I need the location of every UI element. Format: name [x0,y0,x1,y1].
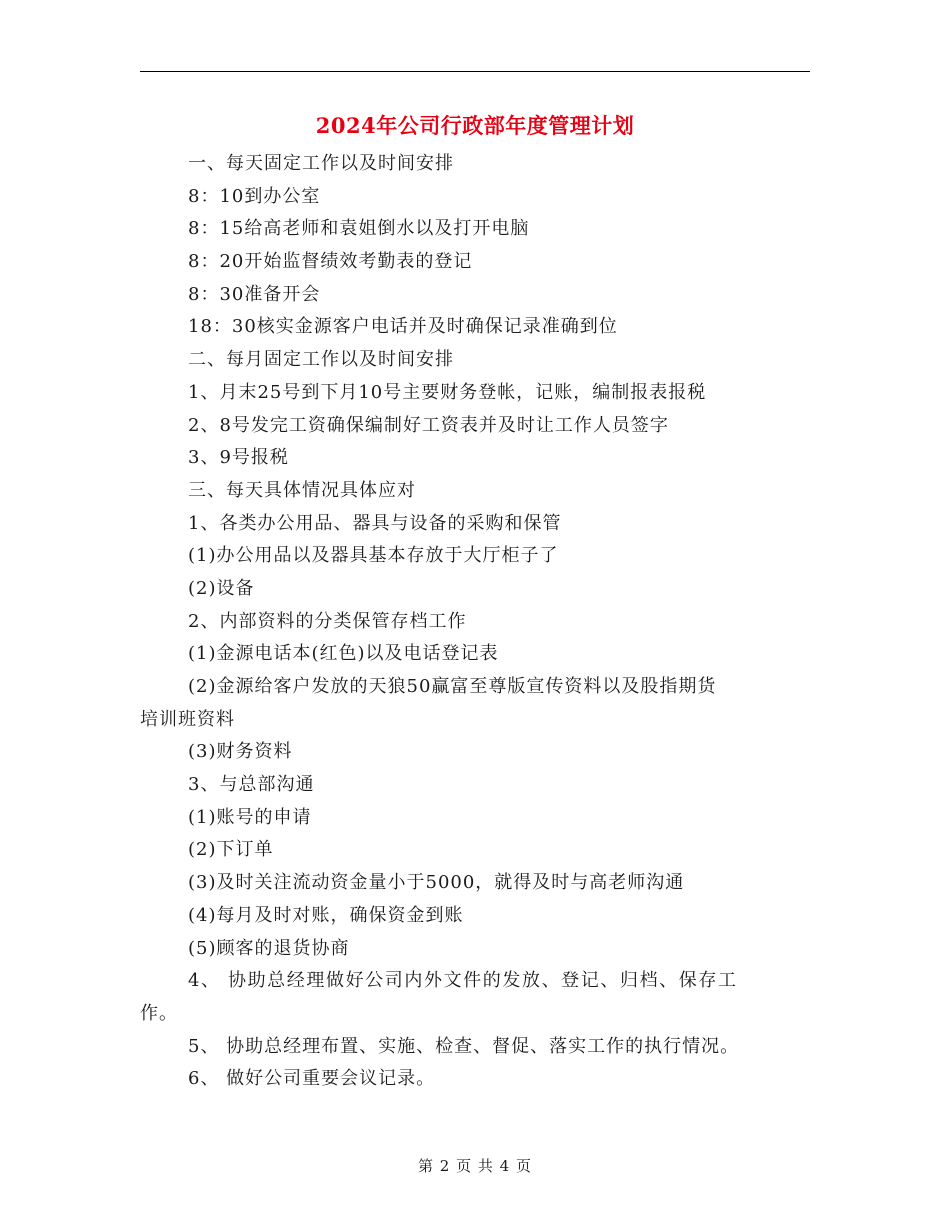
page-number: 第 2 页 共 4 页 [418,1157,532,1175]
section-heading-adhoc: 三、每天具体情况具体应对 [188,479,416,501]
list-item: (2)金源给客户发放的天狼50赢富至尊版宣传资料以及股指期货 [188,676,717,697]
list-item: 4、 协助总经理做好公司内外文件的发放、登记、归档、保存工 [188,970,738,992]
list-item-continuation: 培训班资料 [140,708,235,730]
list-item: (2)下订单 [188,839,274,861]
list-item: 8：15给高老师和袁姐倒水以及打开电脑 [188,218,530,240]
list-item: (3)财务资料 [188,741,293,763]
list-item: (1)金源电话本(红色)以及电话登记表 [188,643,499,665]
list-item: (3)及时关注流动资金量小于5000，就得及时与高老师沟通 [188,872,685,894]
document-title: 2024年公司行政部年度管理计划 [315,113,635,138]
list-item: 6、 做好公司重要会议记录。 [188,1068,436,1090]
list-item: 1、月末25号到下月10号主要财务登帐，记账，编制报表报税 [188,381,707,403]
list-item: (4)每月及时对账，确保资金到账 [188,904,464,926]
list-item: 3、与总部沟通 [188,774,315,796]
list-item: (5)顾客的退货协商 [188,937,350,959]
section-heading-monthly: 二、每月固定工作以及时间安排 [188,349,454,371]
list-item: 5、 协助总经理布置、实施、检查、督促、落实工作的执行情况。 [188,1035,740,1057]
section-heading-daily: 一、每天固定工作以及时间安排 [188,153,454,174]
list-item: 2、内部资料的分类保管存档工作 [188,610,467,632]
document-body [140,148,810,1096]
list-item: (2)设备 [188,577,255,599]
list-item: 2、8号发完工资确保编制好工资表并及时让工作人员签字 [188,414,669,436]
list-item: (1)账号的申请 [188,806,312,828]
list-item: 8：10到办公室 [188,185,321,207]
list-item: 8：30准备开会 [188,283,321,305]
list-item: 18：30核实金源客户电话并及时确保记录准确到位 [188,316,618,338]
list-item: 1、各类办公用品、器具与设备的采购和保管 [188,512,562,534]
header-rule [140,71,810,72]
list-item: 3、9号报税 [188,447,289,469]
list-item: 8：20开始监督绩效考勤表的登记 [188,251,473,273]
list-item: (1)办公用品以及器具基本存放于大厅柜子了 [188,545,559,567]
list-item-continuation: 作。 [140,1002,178,1024]
